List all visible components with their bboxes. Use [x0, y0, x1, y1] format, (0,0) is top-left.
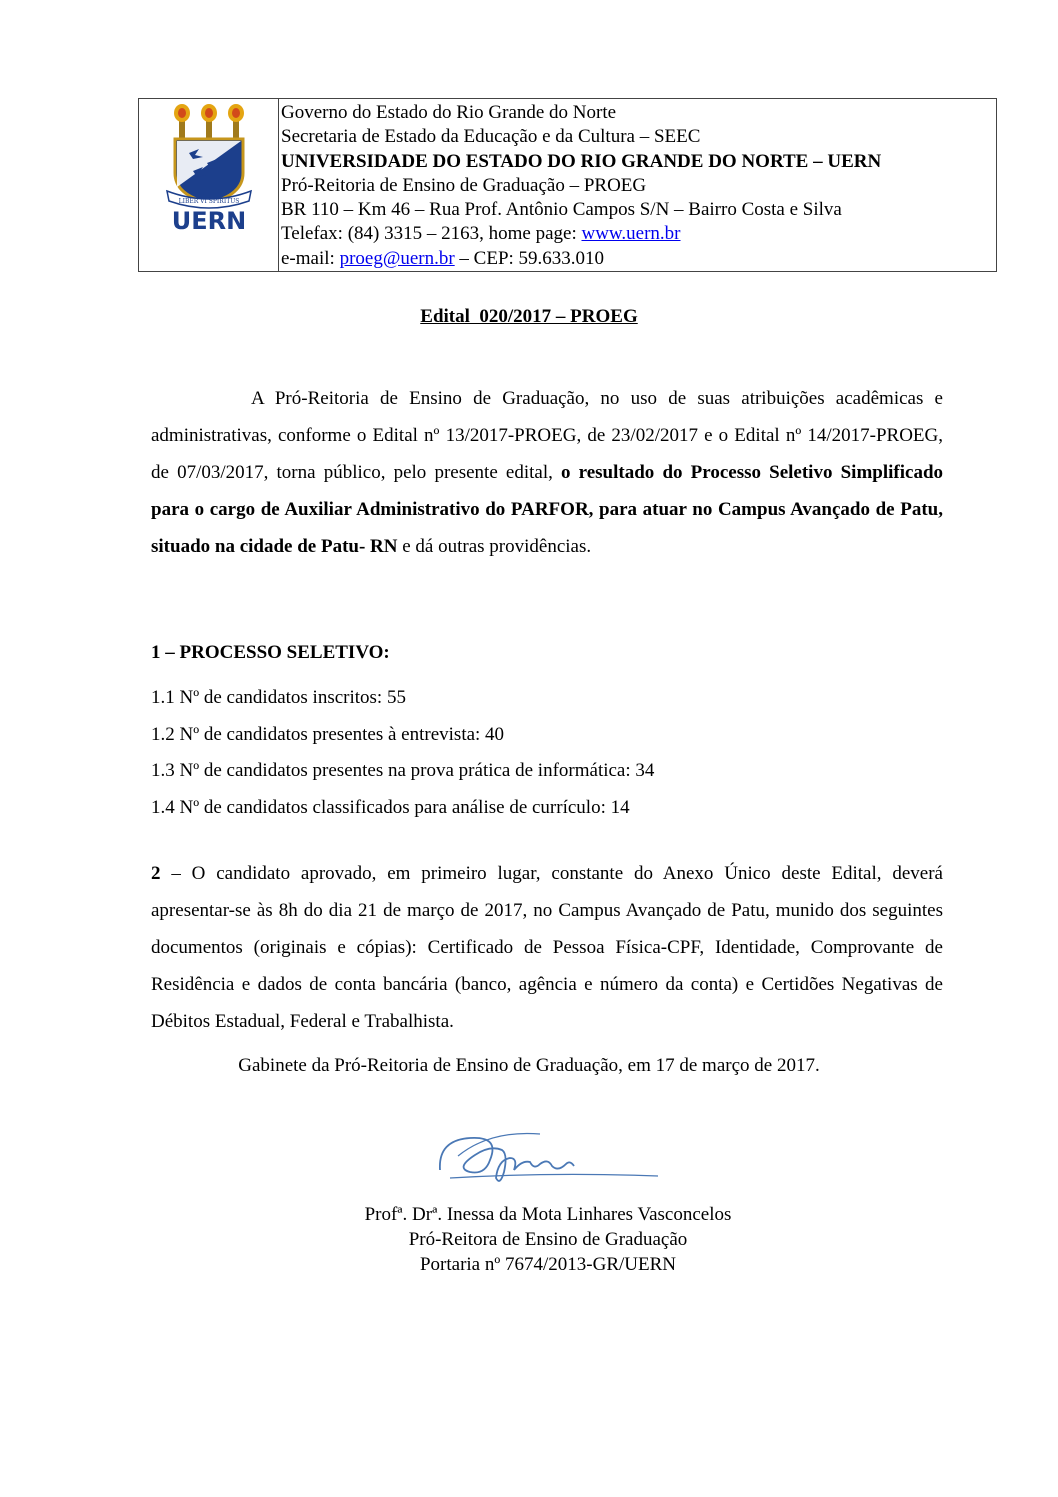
logo-cell — [139, 99, 279, 271]
intro-paragraph: A Pró-Reitoria de Ensino de Graduação, no uso de suas atribuições acadêmicas e administrativas, conforme o Edital nº 13/2017-PROEG, de 23/02/2017 e o Edital nº 14/2017-PROEG, de 07/03/2017, torna público, pelo presente edital, o resultado do Processo Seletivo Simplificado para o cargo de Auxiliar Administrativo do PARFOR, para atuar no Campus Avançado de Patu, situado na cidade de Patu- RN e dá outras providências. — [151, 388, 944, 557]
government-line: Governo do Estado do Rio Grande do Norte — [281, 102, 617, 123]
homepage-link[interactable]: www.uern.br — [581, 223, 681, 245]
section2-paragraph: 2 – O candidato aprovado, em primeiro lugar, constante do Anexo Único deste Edital, deverá apresentar-se às 8h do dia 21 de março de 2017, no Campus Avançado de Patu, munido dos seguintes documentos (originais e cópias): Certificado de Pessoa Física-CPF, Identidade, Comprovante de Residência e dados de conta bancária (banco, agência e número da conta) e Certidões Negativas de Débitos Estadual, Federal e Trabalhista. — [151, 863, 943, 1032]
letterhead-info — [279, 99, 996, 271]
signatory-portaria: Portaria nº 7674/2013-GR/UERN — [419, 1254, 677, 1275]
section1-heading: 1 – PROCESSO SELETIVO: — [151, 642, 390, 663]
edital-title: Edital 020/2017 – PROEG — [420, 306, 638, 327]
svg-text:UERN: UERN — [171, 207, 247, 235]
svg-text:LIBER VI SPIRITUS: LIBER VI SPIRITUS — [178, 198, 240, 205]
list-item: 1.3 Nº de candidatos presentes na prova prática de informática: 34 — [151, 760, 655, 781]
section2-number: 2 — [151, 863, 161, 884]
email-link[interactable]: proeg@uern.br — [339, 247, 455, 269]
signatory-role: Pró-Reitora de Ensino de Graduação — [408, 1229, 688, 1250]
signature-image — [430, 1120, 670, 1200]
telefax-line: Telefax: (84) 3315 – 2163, home page: www.uern.br — [281, 223, 681, 245]
signatory-name: Profª. Drª. Inessa da Mota Linhares Vasconcelos — [364, 1204, 732, 1225]
list-item: 1.4 Nº de candidatos classificados para análise de currículo: 14 — [151, 796, 630, 818]
letterhead — [138, 98, 997, 272]
secretariat-line: Secretaria de Estado da Educação e da Cultura – SEEC — [281, 126, 701, 148]
intro-bold-text: o resultado do Processo Seletivo Simplificado para o cargo de Auxiliar Administrativo do PARFOR, para atuar no Campus Avançado de Patu, situado na cidade de Patu- RN — [151, 462, 944, 557]
signatory-block — [0, 1202, 1058, 1277]
email-line: e-mail: proeg@uern.br – CEP: 59.633.010 — [281, 247, 605, 269]
section1-list — [151, 680, 654, 826]
address-line: BR 110 – Km 46 – Rua Prof. Antônio Campos S/N – Bairro Costa e Silva — [281, 199, 842, 221]
list-item: 1.2 Nº de candidatos presentes à entrevista: 40 — [151, 723, 505, 745]
torches-icon — [174, 104, 244, 139]
university-name: UNIVERSIDADE DO ESTADO DO RIO GRANDE DO NORTE – UERN — [281, 150, 882, 172]
uern-logo — [163, 103, 255, 235]
list-item: 1.1 Nº de candidatos inscritos: 55 — [151, 687, 406, 708]
prorectorate-line: Pró-Reitoria de Ensino de Graduação – PROEG — [281, 174, 647, 196]
closing-line: Gabinete da Pró-Reitoria de Ensino de Graduação, em 17 de março de 2017. — [238, 1055, 820, 1076]
